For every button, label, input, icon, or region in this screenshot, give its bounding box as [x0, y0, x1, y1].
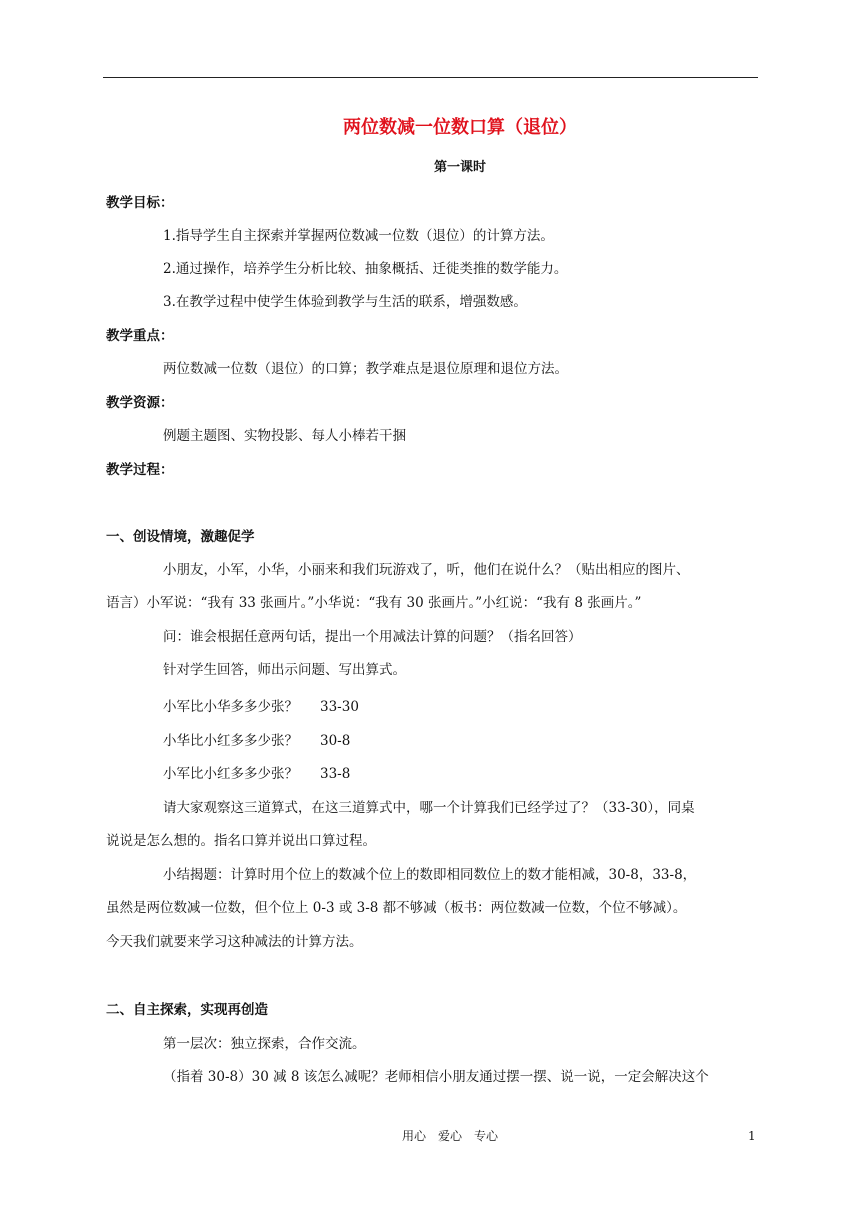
problem-question: 小军比小华多多少张？ [163, 699, 298, 715]
problem-expression: 33-8 [320, 766, 351, 782]
paragraph-line: 语言）小军说：“我有 33 张画片。”小华说：“我有 30 张画片。”小红说：“我有 8 张画片。” [106, 595, 642, 611]
document-title: 两位数减一位数口算（退位） [343, 117, 577, 138]
teacher-line: 针对学生回答，师出示问题、写出算式。 [163, 662, 406, 678]
problem-question: 小军比小红多多少张？ [163, 766, 298, 782]
header-rule [103, 77, 758, 78]
problem-row [163, 697, 359, 717]
part2-heading: 二、自主探索，实现再创造 [106, 1002, 268, 1018]
problem-row [163, 731, 350, 751]
goals-heading: 教学目标： [106, 195, 174, 211]
goal-item: 2.通过操作，培养学生分析比较、抽象概括、迁徙类推的数学能力。 [163, 261, 568, 277]
problem-expression: 33-30 [320, 699, 359, 715]
paragraph-line: （指着 30-8）30 减 8 该怎么减呢？老师相信小朋友通过摆一摆、说一说，一定会解决这个 [163, 1069, 709, 1085]
problem-question: 小华比小红多多少张？ [163, 733, 298, 749]
resources-text: 例题主题图、实物投影、每人小棒若干捆 [163, 428, 406, 444]
question-line: 问：谁会根据任意两句话，提出一个用减法计算的问题？（指名回答） [163, 629, 582, 645]
paragraph-line: 小结揭题：计算时用个位上的数减个位上的数即相同数位上的数才能相减，30-8，33-8， [163, 867, 697, 883]
paragraph-line: 小朋友，小军，小华，小丽来和我们玩游戏了，听，他们在说什么？（贴出相应的图片、 [163, 562, 690, 578]
problem-row [163, 764, 350, 784]
page-footer: 用心 爱心 专心 [401, 1129, 498, 1143]
resources-heading: 教学资源： [106, 395, 174, 411]
goal-item: 3.在教学过程中使学生体验到教学与生活的联系，增强数感。 [163, 294, 527, 310]
goal-item: 1.指导学生自主探索并掌握两位数减一位数（退位）的计算方法。 [163, 228, 554, 244]
paragraph-line: 说说是怎么想的。指名口算并说出口算过程。 [106, 833, 376, 849]
paragraph-line: 请大家观察这三道算式，在这三道算式中，哪一个计算我们已经学过了？（33-30），同桌 [163, 800, 695, 816]
key-heading: 教学重点： [106, 328, 174, 344]
process-heading: 教学过程： [106, 462, 174, 478]
document-subtitle: 第一课时 [433, 160, 486, 175]
part1-heading: 一、创设情境，激趣促学 [106, 529, 255, 545]
page-number: 1 [748, 1129, 756, 1143]
paragraph-line: 第一层次：独立探索，合作交流。 [163, 1036, 366, 1052]
problem-expression: 30-8 [320, 733, 351, 749]
paragraph-line: 今天我们就要来学习这种减法的计算方法。 [106, 934, 363, 950]
paragraph-line: 虽然是两位数减一位数，但个位上 0-3 或 3-8 都不够减（板书：两位数减一位数，个位不够减）。 [106, 900, 687, 916]
key-text: 两位数减一位数（退位）的口算；教学难点是退位原理和退位方法。 [163, 361, 568, 377]
